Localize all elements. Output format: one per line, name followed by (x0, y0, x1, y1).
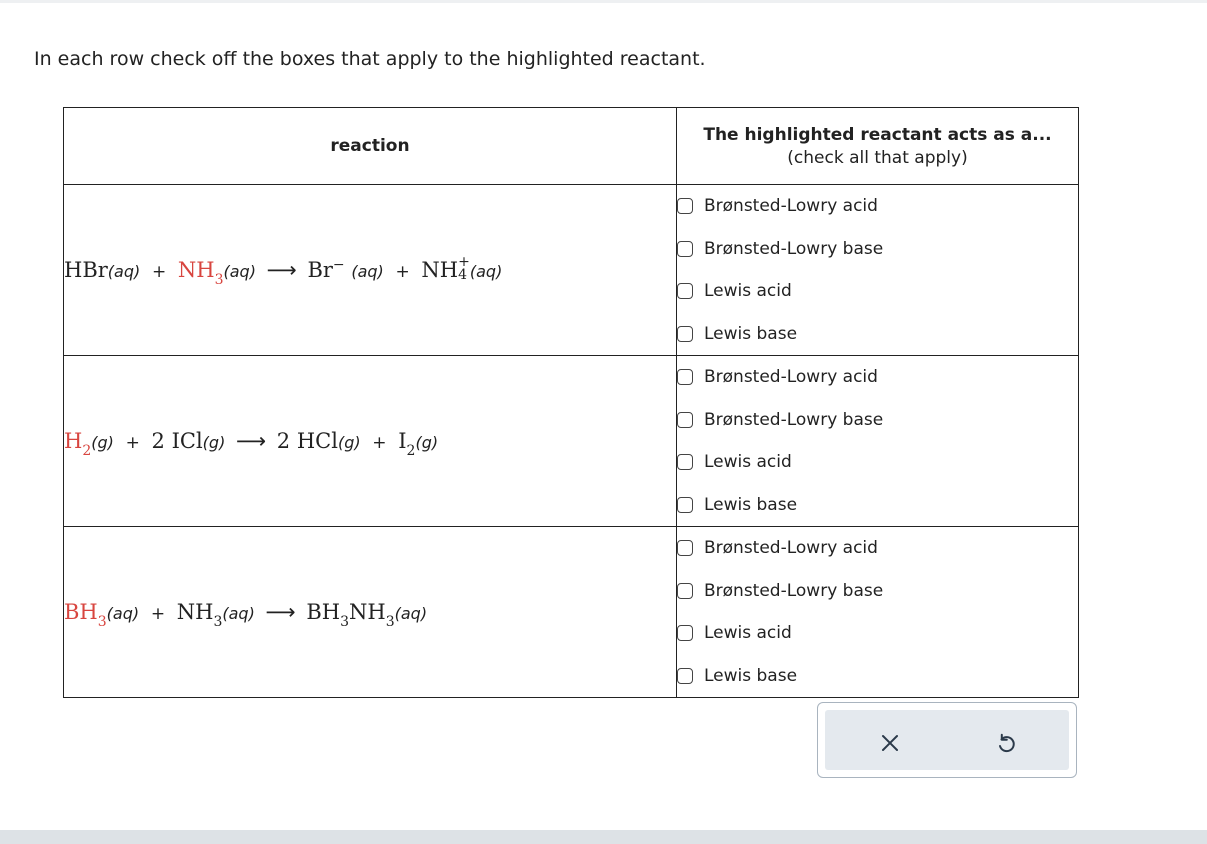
highlighted-reactant-bh3 (64, 600, 107, 631)
top-rule (0, 0, 1207, 3)
instruction-text: In each row check off the boxes that apply to the highlighted reactant. (34, 48, 706, 70)
answer-toolbar (817, 702, 1077, 778)
option-label: Brønsted-Lowry acid (704, 196, 878, 217)
highlighted-reactant-nh3 (177, 257, 224, 288)
state-aq: (aq) (107, 261, 141, 281)
subscript-2: 2 (82, 443, 92, 460)
option-lewis-base[interactable] (677, 655, 1078, 698)
species-nh: NH (421, 257, 459, 282)
table-row (64, 356, 1079, 527)
species-nh: NH (348, 600, 386, 624)
checkbox[interactable] (677, 283, 693, 299)
state-aq: (aq) (106, 604, 140, 623)
option-label: Brønsted-Lowry base (704, 238, 884, 259)
coefficient: 2 (151, 429, 165, 453)
plus-sign: + (150, 604, 166, 624)
reaction-cell (64, 185, 677, 356)
role-column-subtitle: (check all that apply) (787, 147, 968, 168)
role-column-title: The highlighted reactant acts as a... (703, 124, 1052, 145)
toolbar-inner (825, 710, 1069, 770)
highlighted-reactant-h2 (64, 429, 92, 460)
option-label: Lewis base (704, 323, 798, 344)
clear-button[interactable] (875, 728, 905, 758)
species-nh: NH (176, 600, 214, 624)
table-row (64, 527, 1079, 698)
subscript-3: 3 (385, 614, 395, 631)
option-bronsted-base[interactable] (677, 228, 1078, 271)
plus-sign: + (372, 433, 387, 453)
undo-icon (995, 732, 1017, 754)
option-lewis-acid[interactable] (677, 441, 1078, 484)
state-g: (g) (91, 433, 114, 452)
option-label: Brønsted-Lowry acid (704, 367, 878, 388)
table-row (64, 185, 1079, 356)
species-icl: ICl (171, 429, 203, 453)
option-bronsted-base[interactable] (677, 399, 1078, 442)
state-aq: (aq) (469, 261, 503, 281)
undo-button[interactable] (991, 728, 1021, 758)
option-lewis-acid[interactable] (677, 270, 1078, 313)
reaction-arrow: ⟶ (266, 257, 297, 282)
option-lewis-base[interactable] (677, 313, 1078, 356)
option-label: Lewis base (704, 665, 798, 686)
subscript-3: 3 (340, 614, 349, 631)
checkbox[interactable] (677, 412, 693, 428)
plus-sign: + (125, 433, 140, 453)
state-aq: (aq) (394, 604, 428, 623)
plus-sign: + (151, 261, 167, 282)
species-bh: BH (64, 600, 98, 624)
role-column-header (677, 108, 1079, 185)
reaction-table (63, 107, 1079, 698)
checkbox[interactable] (677, 326, 693, 342)
reaction-arrow: ⟶ (265, 600, 296, 624)
coefficient: 2 (276, 429, 291, 453)
options-cell (677, 185, 1079, 356)
options-cell (677, 527, 1079, 698)
state-aq: (aq) (222, 604, 255, 623)
option-label: Lewis acid (704, 452, 792, 473)
checkbox[interactable] (677, 668, 693, 684)
charge-subscript-stack (458, 256, 470, 282)
bottom-bar (0, 830, 1207, 844)
option-label: Brønsted-Lowry acid (704, 538, 878, 559)
header-row (64, 108, 1079, 185)
option-lewis-acid[interactable] (677, 612, 1078, 655)
option-label: Lewis acid (704, 623, 792, 644)
options-cell (677, 356, 1079, 527)
checkbox[interactable] (677, 198, 693, 214)
state-aq: (aq) (351, 261, 384, 281)
option-bronsted-acid[interactable] (677, 185, 1078, 228)
checkbox[interactable] (677, 583, 693, 599)
charge-minus: − (332, 256, 345, 273)
charge-plus: + (458, 254, 470, 271)
reaction-cell (64, 356, 677, 527)
option-label: Lewis acid (704, 281, 792, 302)
checkbox[interactable] (677, 369, 693, 385)
checkbox[interactable] (677, 454, 693, 470)
subscript-3: 3 (97, 614, 107, 631)
subscript-4: 4 (458, 267, 468, 284)
subscript-2: 2 (406, 443, 416, 460)
reaction-column-header: reaction (64, 108, 677, 185)
checkbox[interactable] (677, 241, 693, 257)
state-g: (g) (337, 433, 361, 452)
reaction-equation-3 (64, 600, 428, 631)
state-aq: (aq) (223, 261, 256, 281)
species-hcl: HCl (296, 429, 338, 453)
close-icon (880, 733, 900, 753)
reaction-equation-1 (64, 254, 503, 288)
checkbox[interactable] (677, 540, 693, 556)
species-nh: NH (177, 257, 215, 282)
option-lewis-base[interactable] (677, 484, 1078, 527)
subscript-3: 3 (214, 271, 224, 288)
option-label: Lewis base (704, 494, 798, 515)
species-br: Br (307, 257, 333, 282)
state-g: (g) (415, 433, 439, 452)
state-g: (g) (202, 433, 226, 452)
option-bronsted-base[interactable] (677, 570, 1078, 613)
plus-sign: + (395, 261, 410, 282)
option-label: Brønsted-Lowry base (704, 409, 884, 430)
species-bh: BH (306, 600, 341, 624)
option-bronsted-acid[interactable] (677, 527, 1078, 570)
species-h: H (64, 429, 83, 453)
checkbox[interactable] (677, 497, 693, 513)
species-i: I (398, 429, 407, 453)
checkbox[interactable] (677, 625, 693, 641)
species-hbr: HBr (64, 257, 108, 282)
reaction-cell (64, 527, 677, 698)
option-label: Brønsted-Lowry base (704, 580, 884, 601)
option-bronsted-acid[interactable] (677, 356, 1078, 399)
reaction-arrow: ⟶ (236, 429, 267, 453)
reaction-equation-2 (64, 429, 439, 460)
subscript-3: 3 (213, 614, 223, 631)
